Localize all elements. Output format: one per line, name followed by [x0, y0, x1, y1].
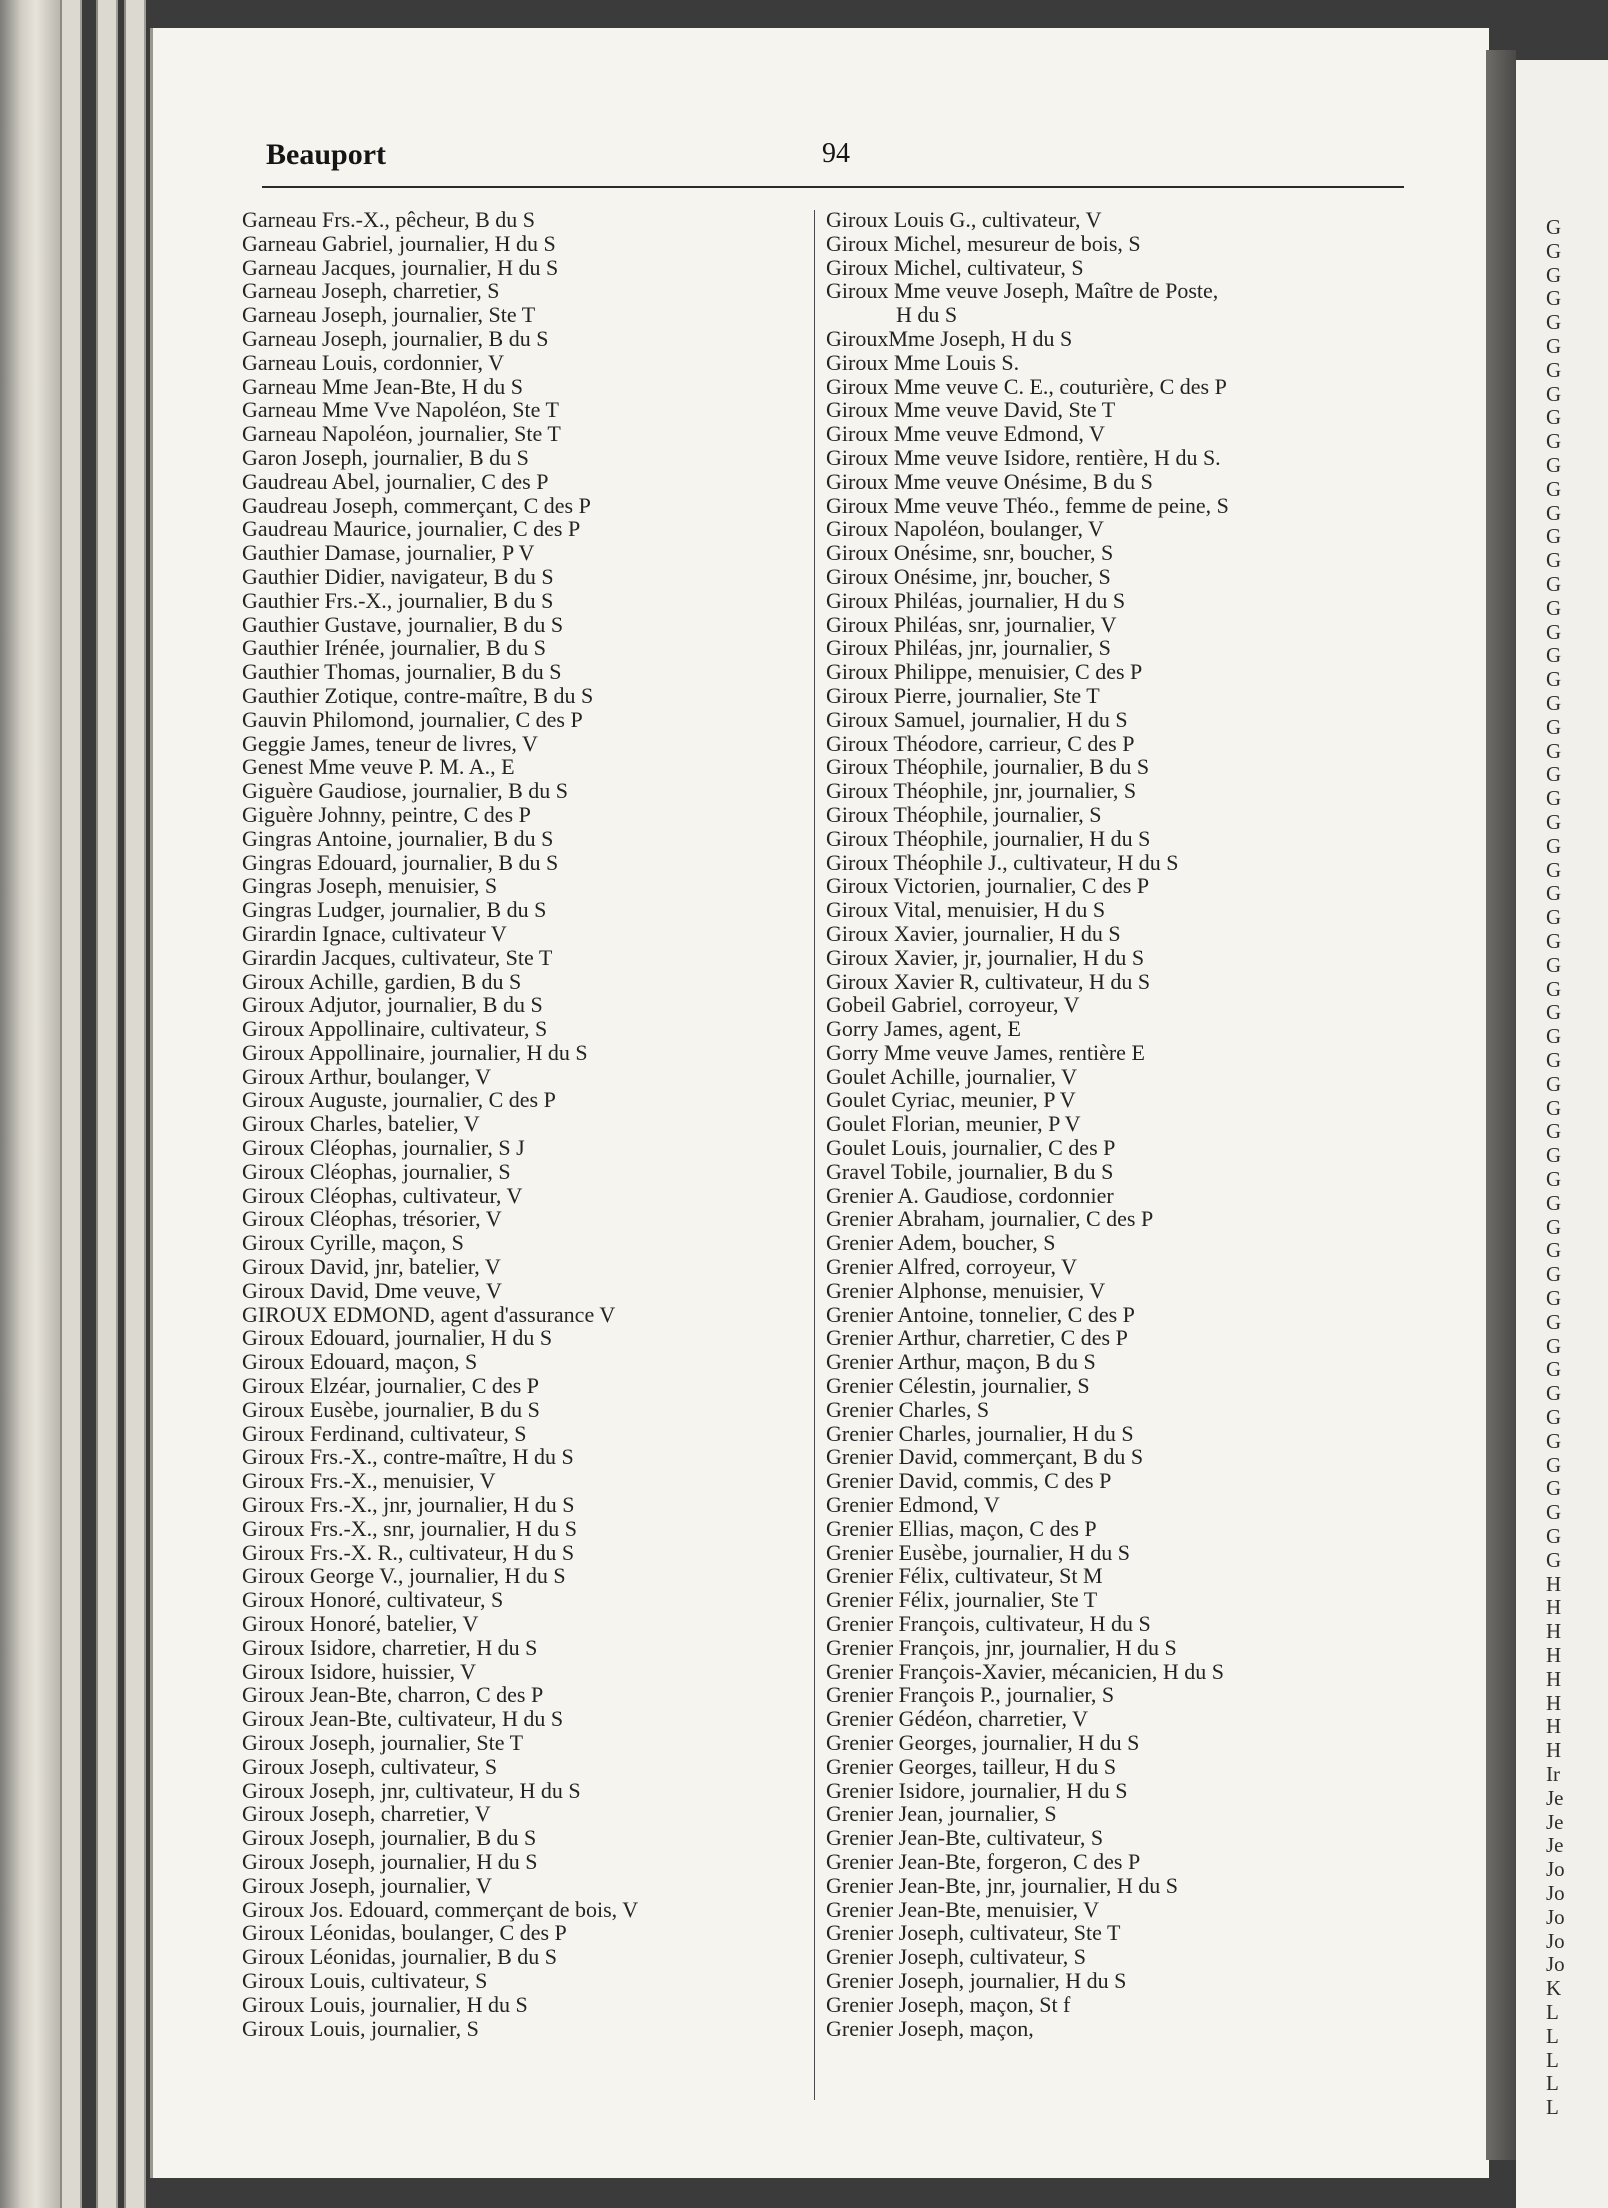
- running-head: Beauport: [266, 138, 386, 171]
- directory-entry: Garneau Mme Vve Napoléon, Ste T: [242, 397, 559, 423]
- next-page-stub: G: [1546, 1452, 1562, 1477]
- directory-entry: Giroux Joseph, journalier, H du S: [242, 1848, 538, 1874]
- directory-entry: Giroux Cléophas, journalier, S J: [242, 1135, 525, 1161]
- next-page-stub: G: [1546, 1333, 1562, 1358]
- next-page-stub: G: [1546, 1119, 1562, 1144]
- directory-entry: Grenier François, jnr, journalier, H du S: [826, 1634, 1177, 1660]
- next-page-stub: G: [1546, 786, 1562, 811]
- directory-entry: Giroux Philéas, jnr, journalier, S: [826, 635, 1111, 661]
- directory-entry: Giroux Louis G., cultivateur, V: [826, 207, 1102, 232]
- next-page-stub: G: [1546, 548, 1562, 573]
- next-page-stub: L: [1546, 2095, 1559, 2120]
- directory-entry: Giroux Louis, cultivateur, S: [242, 1967, 488, 1993]
- next-page-stub: Je: [1546, 1809, 1564, 1834]
- directory-entry: Giguère Johnny, peintre, C des P: [242, 801, 531, 827]
- directory-column-left: [242, 208, 638, 2040]
- next-page-stub: G: [1546, 1381, 1562, 1406]
- directory-entry: Giroux Joseph, charretier, V: [242, 1801, 491, 1827]
- directory-entry: Giroux Philéas, snr, journalier, V: [826, 611, 1117, 637]
- directory-entry: Giroux Appollinaire, journalier, H du S: [242, 1039, 588, 1065]
- directory-entry: Giroux Adjutor, journalier, B du S: [242, 992, 543, 1018]
- next-page-stub: L: [1546, 2071, 1559, 2096]
- directory-entry: Giroux Mme veuve Joseph, Maître de Poste,: [826, 278, 1219, 304]
- next-page-stub: G: [1546, 405, 1562, 430]
- directory-entry: Giroux Cléophas, trésorier, V: [242, 1206, 502, 1232]
- next-page-stub: Jo: [1546, 1904, 1565, 1929]
- next-page-stub: G: [1546, 1214, 1562, 1239]
- directory-entry: Garneau Joseph, journalier, Ste T: [242, 302, 536, 328]
- next-page-stub: G: [1546, 619, 1562, 644]
- directory-entry: Giroux Philéas, journalier, H du S: [826, 587, 1126, 613]
- book-edge-left: [0, 0, 60, 2208]
- directory-entry: Gingras Ludger, journalier, B du S: [242, 897, 547, 923]
- directory-entry: Giroux Napoléon, boulanger, V: [826, 516, 1104, 542]
- next-page-stub: G: [1546, 1048, 1562, 1072]
- directory-entry: Giroux Théophile, jnr, journalier, S: [826, 778, 1137, 804]
- next-page-stub: G: [1546, 810, 1562, 834]
- page-edge-strip: [124, 0, 146, 2208]
- directory-entry: Giroux Jos. Edouard, commerçant de bois, V: [242, 1896, 639, 1922]
- directory-entry: Goulet Louis, journalier, C des P: [826, 1135, 1116, 1161]
- directory-entry: Giroux Michel, cultivateur, S: [826, 254, 1084, 280]
- directory-entry: Girardin Ignace, cultivateur V: [242, 920, 507, 946]
- next-page-stub: G: [1546, 1405, 1562, 1429]
- gutter-shadow: [1486, 50, 1516, 2160]
- directory-entry: Gravel Tobile, journalier, B du S: [826, 1158, 1114, 1184]
- directory-entry: Giroux Frs.-X., menuisier, V: [242, 1468, 496, 1494]
- directory-entry: Garneau Napoléon, journalier, Ste T: [242, 421, 561, 447]
- directory-entry: Garneau Mme Jean-Bte, H du S: [242, 373, 524, 399]
- next-page-stub: G: [1546, 1286, 1562, 1310]
- directory-entry: Giroux Théodore, carrieur, C des P: [826, 730, 1135, 756]
- directory-entry: Giroux Isidore, charretier, H du S: [242, 1634, 538, 1660]
- directory-entry: Giroux Honoré, cultivateur, S: [242, 1587, 504, 1613]
- page-edge-strip: [60, 0, 82, 2208]
- directory-entry: Giroux Joseph, journalier, V: [242, 1872, 492, 1898]
- directory-entry: Grenier David, commerçant, B du S: [826, 1444, 1144, 1470]
- directory-entry: Genest Mme veuve P. M. A., E: [242, 754, 515, 780]
- directory-entry: Giroux Théophile, journalier, H du S: [826, 825, 1151, 851]
- directory-entry: Grenier Joseph, cultivateur, Ste T: [826, 1920, 1121, 1946]
- next-page-stub: H: [1546, 1571, 1562, 1596]
- directory-entry: Giroux Léonidas, journalier, B du S: [242, 1944, 558, 1970]
- directory-entry: Giroux Cléophas, cultivateur, V: [242, 1182, 523, 1208]
- next-page-stub: G: [1546, 357, 1562, 382]
- next-page-stub: Jo: [1546, 1857, 1565, 1882]
- next-page-stub: Jo: [1546, 1952, 1565, 1977]
- directory-entry: Giroux Arthur, boulanger, V: [242, 1063, 491, 1089]
- directory-entry: Gaudreau Joseph, commerçant, C des P: [242, 492, 591, 518]
- directory-entry: GIROUX EDMOND, agent d'assurance V: [242, 1301, 616, 1327]
- next-page-edge: [1516, 60, 1608, 2208]
- directory-entry: Giroux Ferdinand, cultivateur, S: [242, 1420, 527, 1446]
- next-page-stub: G: [1546, 1167, 1562, 1191]
- directory-entry: Grenier Jean-Bte, cultivateur, S: [826, 1825, 1104, 1851]
- directory-entry: Garneau Gabriel, journalier, H du S: [242, 230, 556, 256]
- page-edge-strip: [96, 0, 118, 2208]
- column-divider: [814, 210, 815, 2100]
- directory-entry: Garneau Joseph, charretier, S: [242, 278, 500, 304]
- directory-entry: Giroux Eusèbe, journalier, B du S: [242, 1396, 540, 1422]
- directory-entry: Grenier Arthur, maçon, B du S: [826, 1349, 1096, 1375]
- directory-entry: Giroux Charles, batelier, V: [242, 1111, 480, 1137]
- directory-entry: Giroux Xavier R, cultivateur, H du S: [826, 968, 1151, 994]
- next-page-stub: G: [1546, 1238, 1562, 1263]
- directory-entry: Giroux Jean-Bte, cultivateur, H du S: [242, 1706, 564, 1732]
- directory-entry: Grenier Alphonse, menuisier, V: [826, 1277, 1106, 1303]
- next-page-stub: H: [1546, 1714, 1562, 1739]
- next-page-stub: Ir: [1546, 1762, 1560, 1786]
- next-page-stub: G: [1546, 643, 1562, 668]
- directory-entry: Grenier Arthur, charretier, C des P: [826, 1325, 1128, 1351]
- next-page-stub: Jo: [1546, 1928, 1565, 1953]
- directory-entry: Grenier Edmond, V: [826, 1492, 1000, 1518]
- next-page-stub: G: [1546, 881, 1562, 906]
- next-page-stub: G: [1546, 310, 1562, 335]
- directory-entry: Giroux Mme veuve Isidore, rentière, H du S.: [826, 444, 1221, 470]
- directory-entry: Grenier Charles, S: [826, 1396, 990, 1422]
- next-page-stub: H: [1546, 1666, 1562, 1691]
- next-page-stub: G: [1546, 286, 1562, 311]
- directory-entry: Giroux Joseph, journalier, Ste T: [242, 1730, 524, 1755]
- next-page-stub: G: [1546, 1547, 1562, 1572]
- directory-entry: Giroux Louis, journalier, H du S: [242, 1991, 528, 2017]
- directory-entry: Giroux Auguste, journalier, C des P: [242, 1087, 556, 1113]
- directory-entry: Giroux Joseph, journalier, B du S: [242, 1825, 537, 1851]
- next-page-stub: G: [1546, 1095, 1562, 1120]
- directory-column-right: [826, 208, 1229, 2040]
- next-page-stub: G: [1546, 857, 1562, 882]
- directory-entry: Giroux Joseph, cultivateur, S: [242, 1753, 498, 1779]
- directory-entry: Girardin Jacques, cultivateur, Ste T: [242, 944, 553, 970]
- directory-entry: Giroux George V., journalier, H du S: [242, 1563, 566, 1589]
- directory-entry: Giroux David, Dme veuve, V: [242, 1277, 502, 1303]
- directory-entry: Giroux Isidore, huissier, V: [242, 1658, 476, 1684]
- directory-entry: Giroux Xavier, jr, journalier, H du S: [826, 944, 1145, 970]
- directory-entry: Giroux Onésime, jnr, boucher, S: [826, 563, 1111, 589]
- directory-entry: Gorry James, agent, E: [826, 1016, 1021, 1042]
- directory-entry: Giguère Gaudiose, journalier, B du S: [242, 778, 568, 804]
- directory-entry: Grenier Adem, boucher, S: [826, 1230, 1056, 1256]
- directory-entry: Gauthier Damase, journalier, P V: [242, 540, 535, 566]
- next-page-stub: L: [1546, 2047, 1559, 2072]
- next-page-stub: G: [1546, 1524, 1562, 1548]
- next-page-stub: G: [1546, 1071, 1562, 1096]
- next-page-stub: G: [1546, 762, 1562, 787]
- directory-entry: Giroux Xavier, journalier, H du S: [826, 920, 1121, 946]
- next-page-stub: G: [1546, 976, 1562, 1001]
- next-page-stub: G: [1546, 524, 1562, 549]
- next-page-stub: G: [1546, 833, 1562, 858]
- directory-entry: Grenier Joseph, cultivateur, S: [826, 1944, 1086, 1970]
- next-page-stub: Jo: [1546, 1881, 1565, 1905]
- next-page-stub: G: [1546, 595, 1562, 620]
- next-page-stub: G: [1546, 334, 1562, 358]
- directory-entry: Grenier Gédéon, charretier, V: [826, 1706, 1088, 1732]
- directory-entry: Giroux Mme veuve David, Ste T: [826, 397, 1116, 423]
- directory-entry: Grenier Joseph, maçon, St f: [826, 1991, 1071, 2017]
- next-page-stub: G: [1546, 929, 1562, 953]
- next-page-stub: L: [1546, 2023, 1559, 2048]
- directory-entry: Garneau Frs.-X., pêcheur, B du S: [242, 207, 535, 232]
- next-page-stub: G: [1546, 1500, 1562, 1525]
- directory-entry: Goulet Florian, meunier, P V: [826, 1111, 1081, 1137]
- next-page-stub: G: [1546, 1428, 1562, 1453]
- directory-entry: Giroux Jean-Bte, charron, C des P: [242, 1682, 544, 1708]
- directory-entry: Gauthier Gustave, journalier, B du S: [242, 611, 564, 637]
- directory-entry: Giroux Mme Louis S.: [826, 349, 1020, 375]
- directory-entry: Giroux Pierre, journalier, Ste T: [826, 682, 1100, 708]
- next-page-stub: G: [1546, 500, 1562, 525]
- directory-entry: Grenier Ellias, maçon, C des P: [826, 1515, 1097, 1541]
- directory-entry: Giroux Mme veuve Théo., femme de peine, S: [826, 492, 1229, 518]
- next-page-stub: G: [1546, 1024, 1562, 1049]
- next-page-stub: G: [1546, 381, 1562, 406]
- directory-entry: Grenier A. Gaudiose, cordonnier: [826, 1182, 1114, 1208]
- next-page-stub: G: [1546, 1262, 1562, 1287]
- directory-entry: Grenier Georges, journalier, H du S: [826, 1730, 1140, 1755]
- directory-entry: Garneau Jacques, journalier, H du S: [242, 254, 559, 280]
- next-page-stub: H: [1546, 1595, 1562, 1620]
- directory-entry: Grenier Antoine, tonnelier, C des P: [826, 1301, 1135, 1327]
- next-page-stub: G: [1546, 952, 1562, 977]
- directory-entry: Giroux Edouard, maçon, S: [242, 1349, 478, 1375]
- directory-entry: Gingras Joseph, menuisier, S: [242, 873, 498, 899]
- next-page-stub: Je: [1546, 1785, 1564, 1810]
- directory-entry: Gauthier Didier, navigateur, B du S: [242, 563, 554, 589]
- directory-entry: Grenier Abraham, journalier, C des P: [826, 1206, 1154, 1232]
- next-page-stub: K: [1546, 1976, 1562, 2001]
- directory-entry: H du S: [896, 302, 958, 328]
- directory-entry: Giroux Vital, menuisier, H du S: [826, 897, 1106, 923]
- next-page-stub: G: [1546, 691, 1562, 715]
- next-page-stub: G: [1546, 1309, 1562, 1334]
- directory-entry: Grenier Isidore, journalier, H du S: [826, 1777, 1128, 1803]
- directory-entry: Giroux Théophile, journalier, S: [826, 801, 1102, 827]
- directory-entry: Giroux Théophile, journalier, B du S: [826, 754, 1150, 780]
- directory-entry: Grenier François, cultivateur, H du S: [826, 1611, 1151, 1637]
- directory-entry: GirouxMme Joseph, H du S: [826, 325, 1073, 351]
- directory-entry: Giroux Léonidas, boulanger, C des P: [242, 1920, 567, 1946]
- next-page-stub: G: [1546, 738, 1562, 763]
- directory-entry: Giroux Frs.-X., contre-maître, H du S: [242, 1444, 574, 1470]
- next-page-stub: G: [1546, 667, 1562, 692]
- directory-entry: Giroux Frs.-X., snr, journalier, H du S: [242, 1515, 577, 1541]
- directory-entry: Giroux Mme veuve Edmond, V: [826, 421, 1105, 447]
- directory-entry: Giroux Michel, mesureur de bois, S: [826, 230, 1141, 256]
- next-page-stub: G: [1546, 476, 1562, 501]
- directory-entry: Giroux Mme veuve C. E., couturière, C des P: [826, 373, 1227, 399]
- next-page-stub: Je: [1546, 1833, 1564, 1858]
- next-page-stub: G: [1546, 1476, 1562, 1501]
- header-rule: [262, 186, 1404, 188]
- directory-entry: Giroux Honoré, batelier, V: [242, 1611, 479, 1637]
- directory-entry: Giroux Elzéar, journalier, C des P: [242, 1373, 539, 1399]
- directory-entry: Giroux Frs.-X. R., cultivateur, H du S: [242, 1539, 575, 1565]
- directory-entry: Giroux David, jnr, batelier, V: [242, 1254, 501, 1280]
- page-number: 94: [822, 138, 850, 169]
- directory-entry: Grenier Félix, cultivateur, St M: [826, 1563, 1103, 1589]
- directory-entry: Gingras Antoine, journalier, B du S: [242, 825, 554, 851]
- directory-entry: Grenier François P., journalier, S: [826, 1682, 1115, 1708]
- directory-entry: Grenier David, commis, C des P: [826, 1468, 1112, 1494]
- directory-entry: Garneau Louis, cordonnier, V: [242, 349, 505, 375]
- next-page-stub: G: [1546, 572, 1562, 596]
- directory-entry: Grenier Joseph, maçon,: [826, 2015, 1034, 2041]
- directory-entry: Gauvin Philomond, journalier, C des P: [242, 706, 583, 732]
- next-page-stub: G: [1546, 1190, 1562, 1215]
- next-page-stub: H: [1546, 1643, 1562, 1667]
- directory-entry: Gingras Edouard, journalier, B du S: [242, 849, 559, 875]
- directory-entry: Grenier Félix, journalier, Ste T: [826, 1587, 1098, 1613]
- directory-entry: Gauthier Irénée, journalier, B du S: [242, 635, 546, 661]
- directory-entry: Garneau Joseph, journalier, B du S: [242, 325, 549, 351]
- next-page-stub: L: [1546, 2000, 1559, 2024]
- directory-entry: Giroux Louis, journalier, S: [242, 2015, 479, 2041]
- directory-entry: Giroux Samuel, journalier, H du S: [826, 706, 1128, 732]
- directory-entry: Giroux Achille, gardien, B du S: [242, 968, 522, 994]
- directory-entry: Grenier Jean-Bte, forgeron, C des P: [826, 1848, 1141, 1874]
- directory-entry: Giroux Cyrille, maçon, S: [242, 1230, 464, 1256]
- next-page-stub: H: [1546, 1738, 1562, 1763]
- directory-entry: Grenier Alfred, corroyeur, V: [826, 1254, 1078, 1280]
- directory-entry: Geggie James, teneur de livres, V: [242, 730, 538, 756]
- next-page-stub: G: [1546, 714, 1562, 739]
- directory-entry: Goulet Achille, journalier, V: [826, 1063, 1078, 1089]
- directory-entry: Grenier François-Xavier, mécanicien, H du S: [826, 1658, 1225, 1684]
- next-page-stub: H: [1546, 1619, 1562, 1644]
- directory-entry: Giroux Edouard, journalier, H du S: [242, 1325, 553, 1351]
- next-page-stub: G: [1546, 215, 1562, 239]
- directory-entry: Grenier Georges, tailleur, H du S: [826, 1753, 1117, 1779]
- directory-entry: Giroux Joseph, jnr, cultivateur, H du S: [242, 1777, 581, 1803]
- directory-entry: Gauthier Zotique, contre-maître, B du S: [242, 682, 594, 708]
- directory-entry: Giroux Frs.-X., jnr, journalier, H du S: [242, 1492, 575, 1518]
- directory-entry: Grenier Eusèbe, journalier, H du S: [826, 1539, 1130, 1565]
- directory-entry: Grenier Jean-Bte, menuisier, V: [826, 1896, 1100, 1922]
- next-page-stub: G: [1546, 1000, 1562, 1025]
- next-page-stub: G: [1546, 238, 1562, 263]
- next-page-stub: G: [1546, 429, 1562, 454]
- directory-entry: Giroux Théophile J., cultivateur, H du S: [826, 849, 1179, 875]
- directory-entry: Grenier Joseph, journalier, H du S: [826, 1967, 1127, 1993]
- directory-entry: Gaudreau Abel, journalier, C des P: [242, 468, 549, 494]
- directory-entry: Giroux Appollinaire, cultivateur, S: [242, 1016, 548, 1042]
- next-page-stub: G: [1546, 262, 1562, 287]
- next-page-stub: H: [1546, 1690, 1562, 1715]
- directory-entry: Grenier Célestin, journalier, S: [826, 1373, 1090, 1399]
- directory-entry: Giroux Cléophas, journalier, S: [242, 1158, 511, 1184]
- directory-entry: Garon Joseph, journalier, B du S: [242, 444, 529, 470]
- next-page-stub: G: [1546, 453, 1562, 477]
- directory-entry: Goulet Cyriac, meunier, P V: [826, 1087, 1076, 1113]
- next-page-stub: G: [1546, 1357, 1562, 1382]
- next-page-stub: G: [1546, 905, 1562, 930]
- directory-entry: Giroux Onésime, snr, boucher, S: [826, 540, 1114, 566]
- directory-entry: Gauthier Frs.-X., journalier, B du S: [242, 587, 554, 613]
- directory-entry: Giroux Victorien, journalier, C des P: [826, 873, 1150, 899]
- directory-entry: Gauthier Thomas, journalier, B du S: [242, 659, 562, 685]
- directory-entry: Grenier Jean-Bte, jnr, journalier, H du S: [826, 1872, 1178, 1898]
- directory-entry: Grenier Charles, journalier, H du S: [826, 1420, 1134, 1446]
- directory-entry: Gobeil Gabriel, corroyeur, V: [826, 992, 1080, 1018]
- directory-entry: Giroux Mme veuve Onésime, B du S: [826, 468, 1153, 494]
- directory-entry: Gorry Mme veuve James, rentière E: [826, 1039, 1145, 1065]
- directory-entry: Grenier Jean, journalier, S: [826, 1801, 1057, 1827]
- next-page-stub: G: [1546, 1143, 1562, 1168]
- directory-entry: Gaudreau Maurice, journalier, C des P: [242, 516, 581, 542]
- directory-entry: Giroux Philippe, menuisier, C des P: [826, 659, 1143, 685]
